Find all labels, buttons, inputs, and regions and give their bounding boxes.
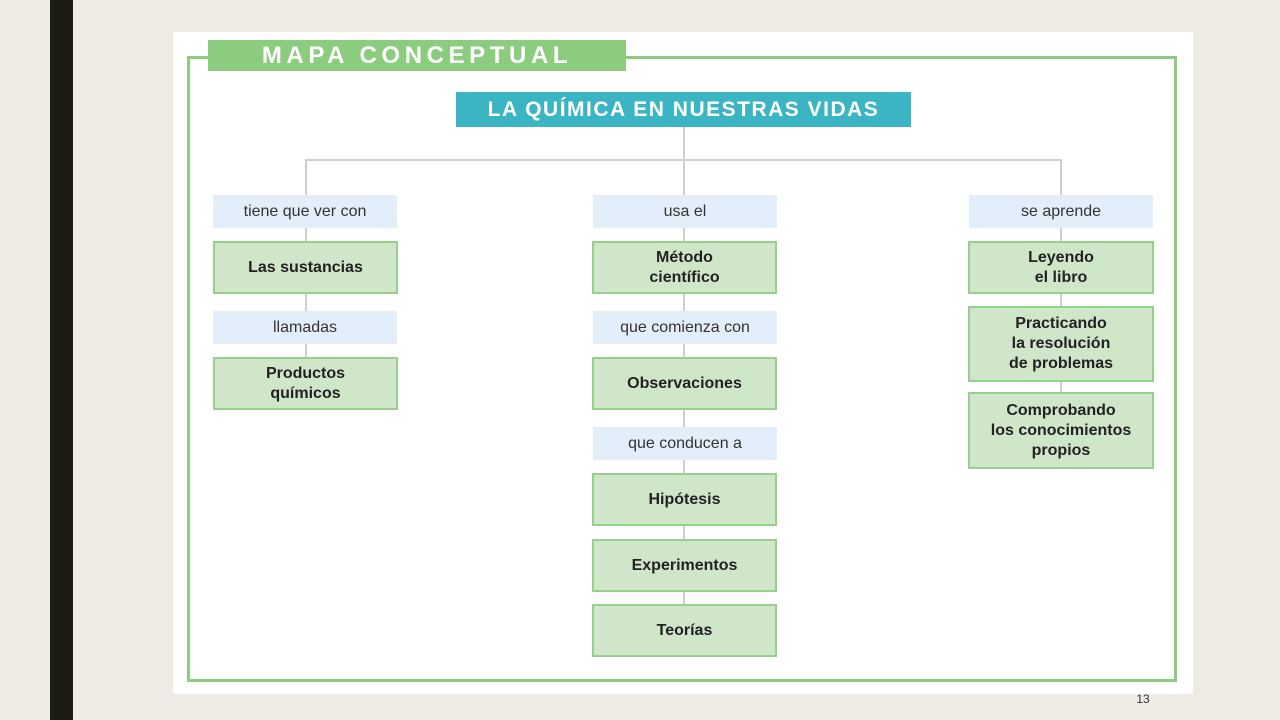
left-accent-bar xyxy=(50,0,73,720)
node-metodo-cientifico: Método científico xyxy=(592,241,777,294)
link-que-conducen-a: que conducen a xyxy=(593,427,777,460)
node-productos-quimicos: Productos químicos xyxy=(213,357,398,410)
node-teorias: Teorías xyxy=(592,604,777,657)
link-tiene-que-ver-con: tiene que ver con xyxy=(213,195,397,228)
node-leyendo-el-libro: Leyendo el libro xyxy=(968,241,1154,294)
node-las-sustancias: Las sustancias xyxy=(213,241,398,294)
link-se-aprende: se aprende xyxy=(969,195,1153,228)
node-experimentos: Experimentos xyxy=(592,539,777,592)
node-hipotesis: Hipótesis xyxy=(592,473,777,526)
node-comprobando-conocimientos: Comprobando los conocimientos propios xyxy=(968,392,1154,469)
node-observaciones: Observaciones xyxy=(592,357,777,410)
link-llamadas: llamadas xyxy=(213,311,397,344)
node-practicando-resolucion: Practicando la resolución de problemas xyxy=(968,306,1154,382)
map-title: LA QUÍMICA EN NUESTRAS VIDAS xyxy=(456,92,911,127)
link-usa-el: usa el xyxy=(593,195,777,228)
page-number: 13 xyxy=(1136,692,1150,706)
link-que-comienza-con: que comienza con xyxy=(593,311,777,344)
map-label: MAPA CONCEPTUAL xyxy=(208,40,626,71)
